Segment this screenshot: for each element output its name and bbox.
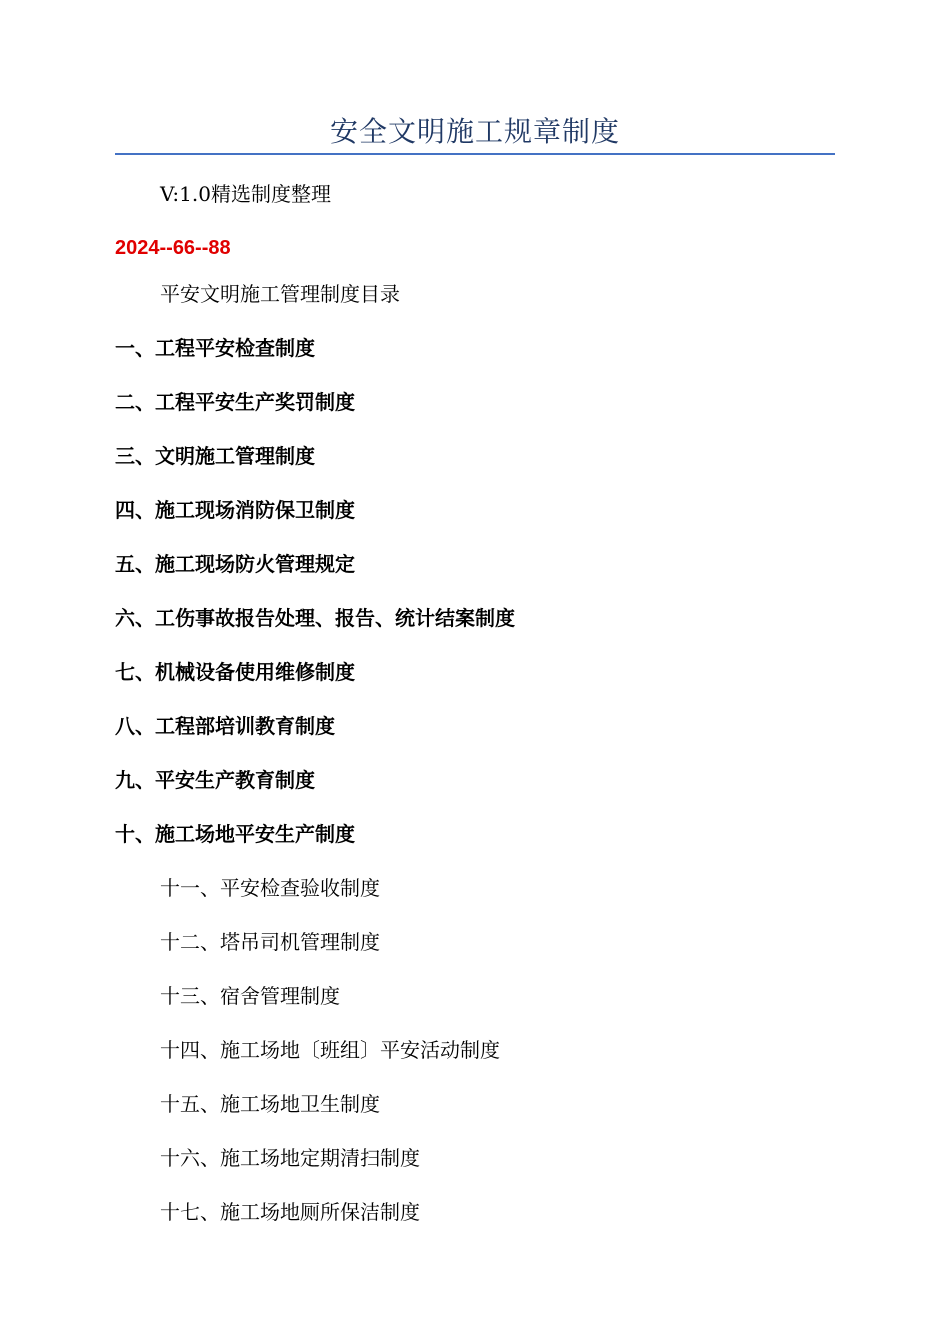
toc-sub-item: 十三、宿舍管理制度 — [160, 984, 340, 1008]
toc-sub-item: 十二、塔吊司机管理制度 — [160, 930, 380, 954]
toc-sub-item: 十五、施工场地卫生制度 — [160, 1092, 380, 1116]
toc-sub-item: 十七、施工场地厕所保洁制度 — [160, 1200, 420, 1224]
version-label: V:1.0精选制度整理 — [160, 182, 331, 206]
document-title: 安全文明施工规章制度 — [329, 115, 620, 148]
toc-main-item: 九、平安生产教育制度 — [115, 768, 315, 792]
toc-main-item: 六、工伤事故报告处理、报告、统计结案制度 — [115, 606, 515, 630]
toc-sub-item: 十一、平安检查验收制度 — [160, 876, 380, 900]
toc-heading: 平安文明施工管理制度目录 — [160, 282, 400, 306]
toc-main-item: 二、工程平安生产奖罚制度 — [115, 390, 355, 414]
title-underline — [115, 153, 835, 155]
toc-main-item: 八、工程部培训教育制度 — [115, 714, 335, 738]
toc-main-item: 一、工程平安检查制度 — [115, 336, 315, 360]
toc-sub-item: 十四、施工场地〔班组〕平安活动制度 — [160, 1038, 500, 1062]
toc-main-item: 七、机械设备使用维修制度 — [115, 660, 355, 684]
toc-main-item: 三、文明施工管理制度 — [115, 444, 315, 468]
toc-main-item: 五、施工现场防火管理规定 — [115, 552, 355, 576]
document-date: 2024--66--88 — [115, 237, 231, 259]
toc-main-item: 十、施工场地平安生产制度 — [115, 822, 355, 846]
toc-main-item: 四、施工现场消防保卫制度 — [115, 498, 355, 522]
toc-sub-item: 十六、施工场地定期清扫制度 — [160, 1146, 420, 1170]
